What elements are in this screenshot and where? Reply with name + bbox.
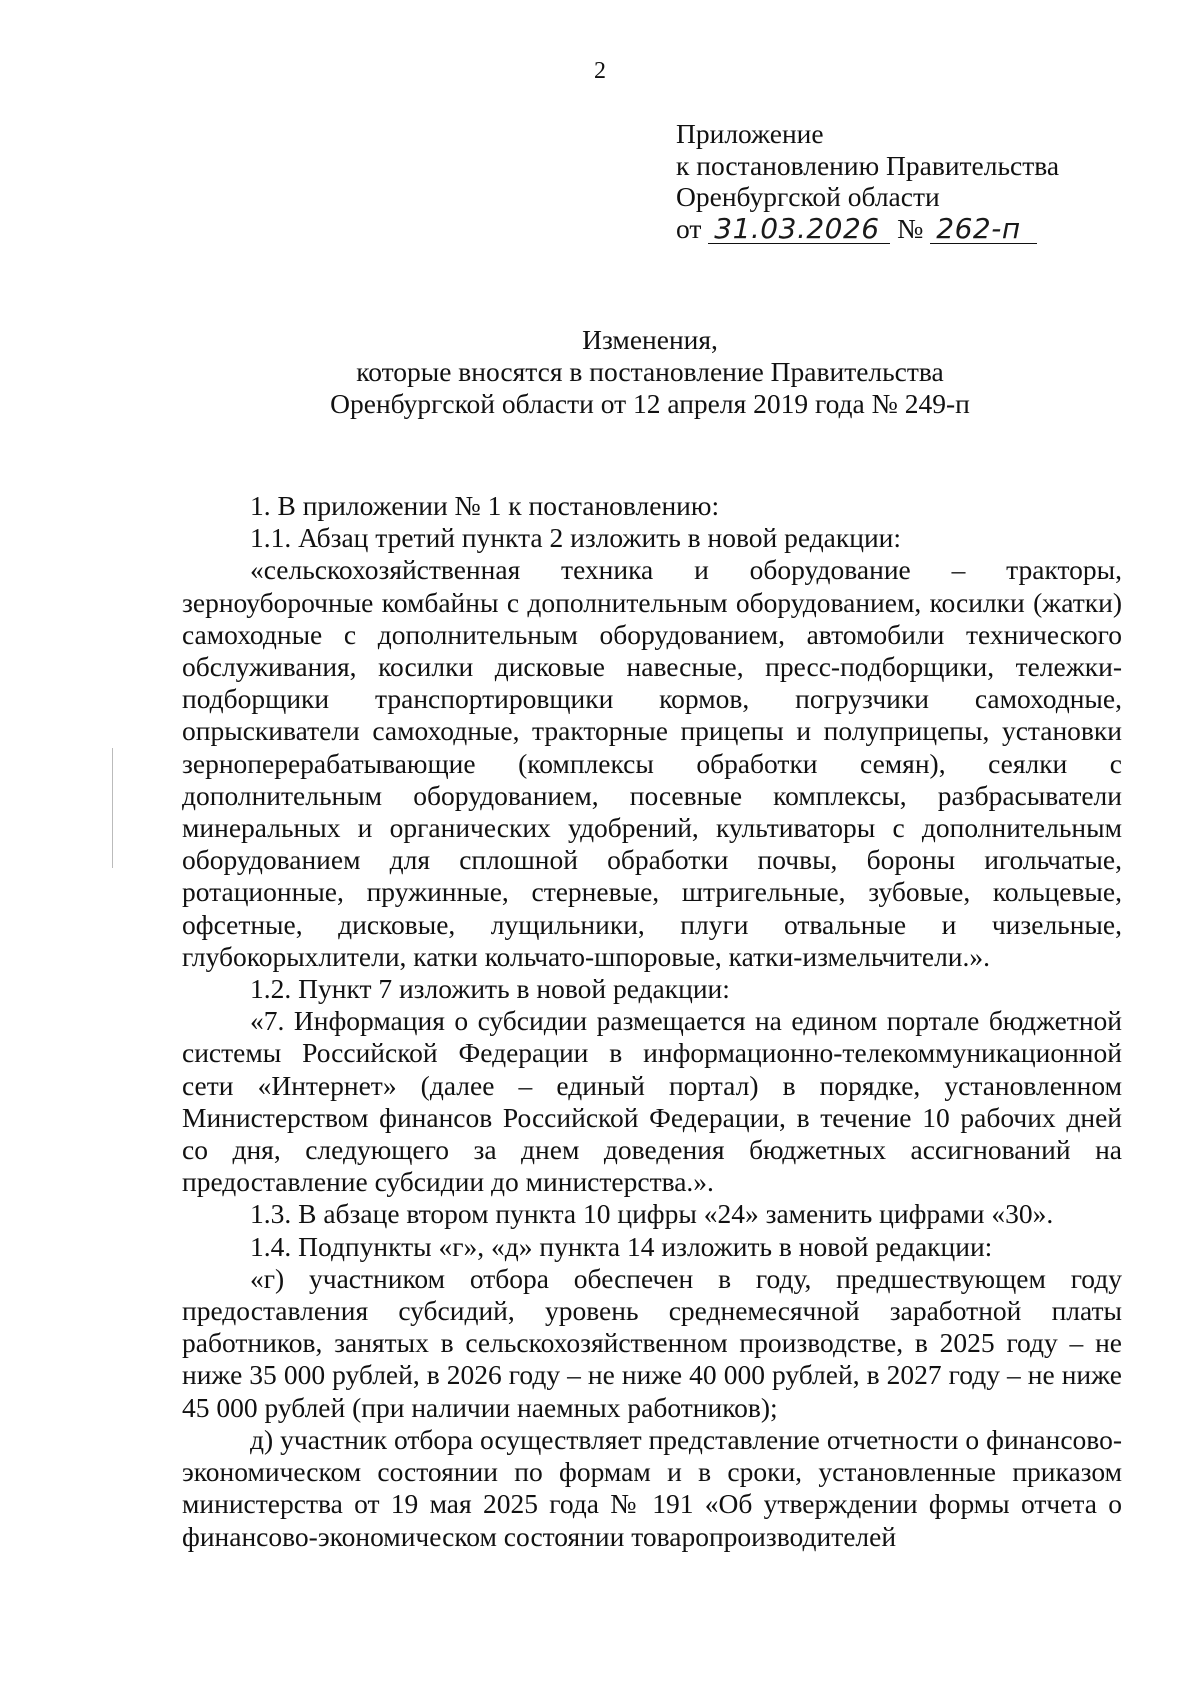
paragraph: 1.1. Абзац третий пункта 2 изложить в новой редакции: [250,522,902,554]
document-body [182,490,1122,1553]
document-title [100,324,1200,420]
handwritten-date: 31.03.2026 [708,215,890,244]
appendix-date-line [676,213,1096,245]
handwritten-number: 262-п [930,215,1037,244]
paragraph: 1. В приложении № 1 к постановлению: [250,490,720,521]
appendix-block [676,118,1096,244]
paragraph: 1.4. Подпункты «г», «д» пункта 14 изложить в новой редакции: [250,1230,993,1262]
page-number: 2 [594,58,606,84]
from-label: от [676,212,702,244]
paragraph: 1.3. В абзаце втором пункта 10 цифры «24» заменить цифрами «30». [250,1198,1054,1230]
appendix-line-3: Оренбургской области [676,181,940,212]
paragraph: «сельскохозяйственная техника и оборудование – тракторы, зерноуборочные комбайны с дополнительным оборудованием, косилки (жатки) самоходные с дополнительным оборудованием, автомобили технического обслуживания, косилки дисковые навесные, пресс-подборщики, тележки-подборщики транспортировщики кормов, погрузчики самоходные, опрыскиватели самоходные, тракторные прицепы и полуприцепы, установки зерноперерабатывающие (комплексы обработки семян), сеялки с дополнительным оборудованием, посевные комплексы, разбрасыватели минеральных и органических удобрений, культиваторы с дополнительным оборудованием для сплошной обработки почвы, бороны игольчатые, ротационные, пружинные, стерневые, штригельные, зубовые, кольцевые, офсетные, дисковые, лущильники, плуги отвальные и чизельные, глубокорыхлители, катки кольчато-шпоровые, катки-измельчители.». [182,554,1122,972]
appendix-line-1: Приложение [676,118,824,149]
scan-margin-mark [112,748,113,868]
paragraph: «7. Информация о субсидии размещается на едином портале бюджетной системы Российской Федерации в информационно-телекоммуникационной сети «Интернет» (далее – единый портал) в порядке, установленном Министерством финансов Российской Федерации, в течение 10 рабочих дней со дня, следующего за днем доведения бюджетных ассигнований на предоставление субсидии до министерства.». [182,1005,1122,1198]
title-line-3: Оренбургской области от 12 апреля 2019 года № 249-п [330,388,970,419]
paragraph: 1.2. Пункт 7 изложить в новой редакции: [250,973,730,1005]
paragraph: «г) участником отбора обеспечен в году, предшествующем году предоставления субсидий, уровень среднемесячной заработной платы работников, занятых в сельскохозяйственном производстве, в 2025 году – не ниже 35 000 рублей, в 2026 году – не ниже 40 000 рублей, в 2027 году – не ниже 45 000 рублей (при наличии наемных работников); [182,1262,1122,1423]
title-line-2: которые вносятся в постановление Правительства [356,356,944,387]
appendix-line-2: к постановлению Правительства [676,149,1060,181]
paragraph: д) участник отбора осуществляет представление отчетности о финансово-экономическом состоянии по формам и в сроки, установленные приказом министерства от 19 мая 2025 года № 191 «Об утверждении формы отчета о финансово-экономическом состоянии товаропроизводителей [182,1423,1122,1552]
title-line-1: Изменения, [582,324,718,355]
number-label: № [897,212,924,244]
